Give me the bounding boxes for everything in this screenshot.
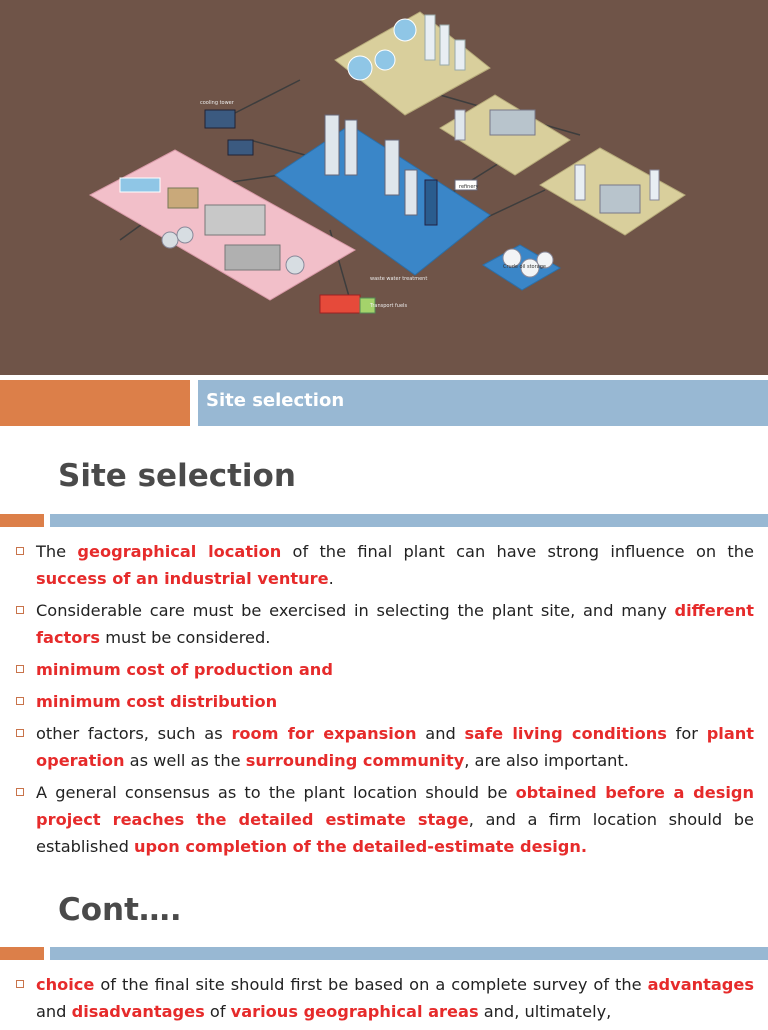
refinery-diagram	[0, 0, 768, 375]
bullet-item	[14, 720, 754, 774]
divider-blue-2	[50, 947, 768, 960]
highlighted-text: minimum cost of production and	[36, 660, 333, 679]
highlighted-text: obtained before a design project reaches the detailed estimate stage	[36, 783, 754, 829]
highlighted-text: plant operation	[36, 724, 755, 770]
bullet-square-icon	[16, 729, 24, 737]
body-text: The	[36, 542, 78, 561]
body-text: as well as the	[124, 751, 246, 770]
bullet-list	[14, 538, 754, 865]
body-text: other factors, such as	[36, 724, 232, 743]
body-text: of	[204, 1002, 231, 1021]
crude-storage-label: Crude oil storage	[503, 264, 546, 270]
highlighted-text: minimum cost distribution	[36, 692, 278, 711]
band-orange-accent	[0, 380, 190, 426]
transport-label: Transport fuels	[370, 303, 408, 309]
body-text: Considerable care must be exercised in selecting the plant site, and many	[36, 601, 675, 620]
slide-title-cont: Cont….	[58, 892, 182, 928]
bullet-item	[14, 597, 754, 651]
highlighted-text: surrounding community	[245, 751, 465, 770]
section-band-title: Site selection	[206, 390, 345, 411]
body-text: , and a firm location should be established	[36, 810, 754, 856]
body-text: and, ultimately,	[478, 1002, 612, 1021]
divider-blue	[50, 514, 768, 527]
slide-title: Site selection	[58, 458, 296, 494]
body-text: , are also important.	[464, 751, 629, 770]
highlighted-text: advantages	[647, 975, 754, 994]
highlighted-text: room for expansion	[231, 724, 417, 743]
bullet-square-icon	[16, 547, 24, 555]
bullet-square-icon	[16, 697, 24, 705]
body-text: .	[328, 569, 334, 588]
divider-orange-2	[0, 947, 44, 960]
body-text: of the final plant can have strong influence on the	[281, 542, 754, 561]
bullet-square-icon	[16, 980, 24, 988]
plant-illustration	[0, 0, 768, 375]
highlighted-text: upon completion of the detailed-estimate design.	[134, 837, 588, 856]
divider-orange	[0, 514, 44, 527]
bullet-item	[14, 656, 754, 683]
body-text: A general consensus as to the plant location should be	[36, 783, 516, 802]
body-text: must be considered.	[100, 628, 271, 647]
bullet-square-icon	[16, 788, 24, 796]
cooling-label: cooling tower	[200, 100, 234, 106]
bullet-item	[14, 779, 754, 860]
bullet-square-icon	[16, 606, 24, 614]
highlighted-text: geographical location	[77, 542, 282, 561]
bullet-square-icon	[16, 665, 24, 673]
body-text: and	[416, 724, 465, 743]
highlighted-text: various geographical areas	[230, 1002, 479, 1021]
refinery-label: refinery	[459, 184, 479, 190]
bullet-item	[14, 971, 754, 1025]
bullet-item	[14, 688, 754, 715]
bullet-list-cont	[14, 971, 754, 1030]
highlighted-text: safe living conditions	[464, 724, 667, 743]
highlighted-text: choice	[36, 975, 95, 994]
highlighted-text: different factors	[36, 601, 754, 647]
highlighted-text: success of an industrial venture	[36, 569, 329, 588]
bullet-item	[14, 538, 754, 592]
waste-water-label: waste water treatment	[370, 276, 428, 282]
highlighted-text: disadvantages	[71, 1002, 205, 1021]
body-text: of the final site should first be based on a complete survey of the	[94, 975, 648, 994]
body-text: for	[666, 724, 707, 743]
body-text: and	[36, 1002, 72, 1021]
